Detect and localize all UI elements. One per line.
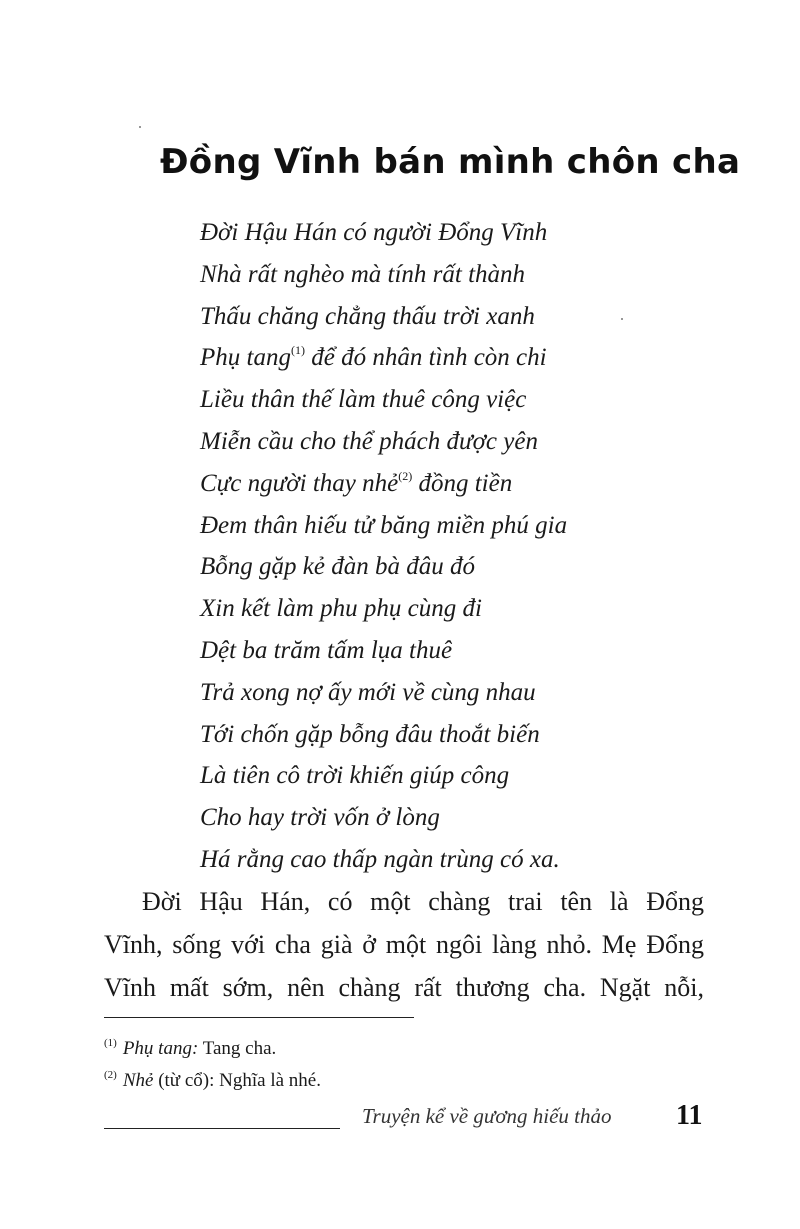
poem-line (200, 337, 720, 379)
prose-line: Vĩnh, sống với cha già ở một ngôi làng nhỏ. Mẹ Đổng (104, 930, 704, 959)
poem-line: Đem thân hiếu tử băng miền phú gia (200, 511, 568, 539)
footnote-ref-2: (2) (398, 468, 413, 483)
prose-line: Vĩnh mất sớm, nên chàng rất thương cha. Ngặt nỗi, (104, 973, 704, 1002)
poem-line: Liều thân thế làm thuê công việc (200, 386, 527, 414)
poem-line: Miễn cầu cho thể phách được yên (200, 427, 538, 455)
poem-line: Xin kết làm phu phụ cùng đi (200, 595, 482, 623)
chapter-title: Đồng Vĩnh bán mình chôn cha (160, 142, 741, 182)
footnote-term: Nhẻ (122, 1070, 154, 1091)
poem-line: Nhà rất nghèo mà tính rất thành (200, 260, 526, 288)
poem-text: để đó nhân tình còn chi (311, 344, 547, 372)
footnote-text: (từ cổ): Nghĩa là nhé. (153, 1070, 321, 1091)
poem-line: Thấu chăng chẳng thấu trời xanh (200, 302, 535, 330)
poem-text: đồng tiền (418, 469, 513, 497)
poem-block (200, 212, 720, 881)
poem-line (200, 463, 720, 505)
poem-line: Đời Hậu Hán có người Đổng Vĩnh (200, 219, 548, 246)
poem-line: Há rằng cao thấp ngàn trùng có xa. (200, 845, 560, 873)
print-speck (139, 126, 141, 128)
footnote-term: Phụ tang: (122, 1038, 199, 1059)
poem-line: Dệt ba trăm tấm lụa thuê (200, 636, 453, 664)
footnote-text: Tang cha. (198, 1038, 277, 1059)
poem-line: Cho hay trời vốn ở lòng (200, 804, 440, 832)
footnote-mark: (1) (104, 1037, 117, 1050)
poem-line: Tới chốn gặp bỗng đâu thoắt biến (200, 720, 540, 748)
footnote-ref-1: (1) (290, 343, 305, 358)
prose-line: Đời Hậu Hán, có một chàng trai tên là Đổng (142, 887, 704, 916)
prose-paragraph (104, 880, 704, 1009)
footnote-divider (104, 1017, 414, 1018)
footnote-2 (104, 1065, 604, 1097)
running-head: Truyện kể về gương hiếu thảo (362, 1104, 612, 1128)
poem-line: Bỗng gặp kẻ đàn bà đâu đó (200, 553, 475, 581)
page-number: 11 (676, 1100, 703, 1131)
poem-text: Cực người thay nhẻ (200, 469, 399, 497)
print-speck (621, 318, 623, 320)
poem-line: Trả xong nợ ấy mới về cùng nhau (200, 678, 536, 706)
footnote-mark: (2) (104, 1069, 117, 1082)
footnote-1 (104, 1033, 604, 1065)
poem-text: Phụ tang (200, 344, 291, 372)
poem-line: Là tiên cô trời khiến giúp công (200, 762, 510, 790)
footnotes (104, 1033, 604, 1097)
footer-divider (104, 1128, 340, 1129)
